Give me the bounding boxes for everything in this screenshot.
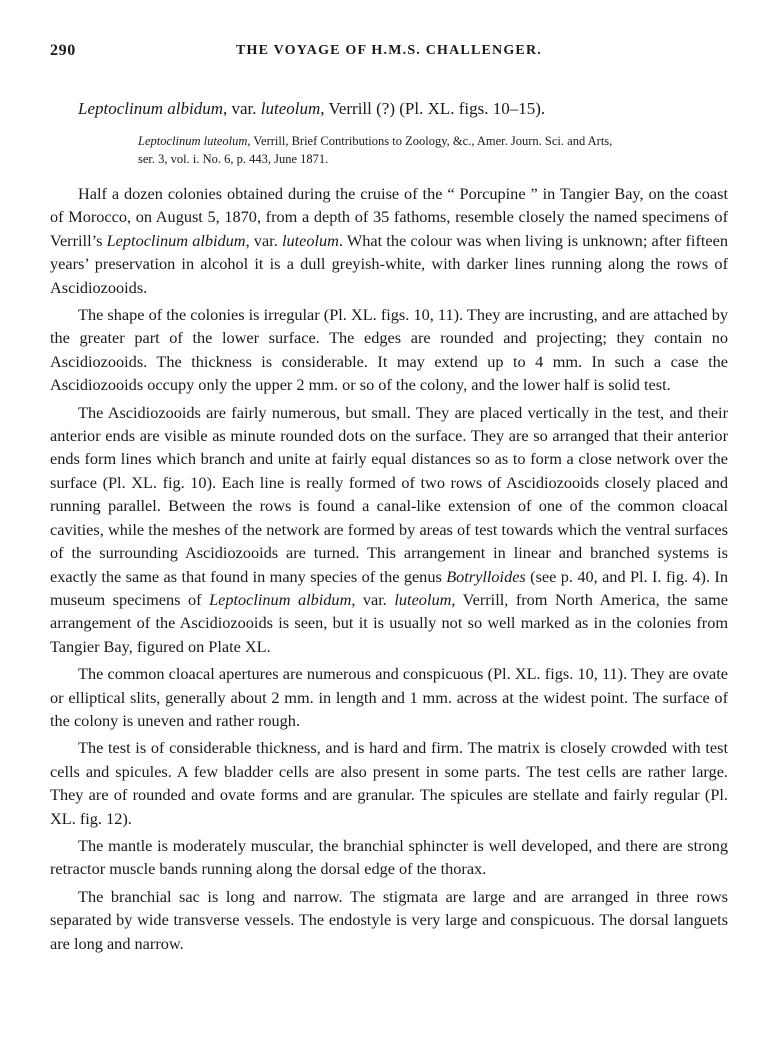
paragraph-colonies: [50, 182, 728, 299]
citation-text-1: , Verrill, Brief Contributions to Zoology, &c., Amer. Journ. Sci. and Arts,: [247, 134, 613, 148]
paragraph-branchial-sac: The branchial sac is long and narrow. The stigmata are large and are arranged in three rows separated by wide transverse vessels. The endostyle is very large and conspicuous. The dorsal languets are long and narrow.: [50, 886, 728, 953]
page: [50, 42, 728, 959]
page-header: [50, 42, 728, 66]
italic-run: Botrylloides: [446, 566, 526, 586]
body-text: [50, 182, 728, 955]
italic-run: luteolum: [281, 230, 339, 250]
page-number: 290: [50, 42, 76, 59]
paragraph-mantle: The mantle is moderately muscular, the branchial sphincter is well developed, and there are strong retractor muscle bands running along the dorsal edge of the thorax.: [50, 835, 728, 879]
running-head: THE VOYAGE OF H.M.S. CHALLENGER.: [236, 43, 542, 58]
heading-rest: , Verrill (?) (Pl. XL. figs. 10–15).: [320, 99, 546, 118]
text-run: . What the colour was when living is unknown; after fifteen years’ preservation in alcohol it is a dull greyish-white, with darker lines running along the rows of Ascidiozooids.: [50, 230, 728, 297]
synonym-citation: [138, 132, 728, 168]
paragraph-test: The test is of considerable thickness, and is hard and firm. The matrix is closely crowded with test cells and spicules. A few bladder cells are also present in some parts. The test cells are rather large. They are of rounded and ovate forms and are granular. The spicules are stellate and fairly regular (Pl. XL. fig. 12).: [50, 738, 728, 828]
paragraph-ascidiozooids: [50, 401, 728, 658]
paragraph-shape: The shape of the colonies is irregular (Pl. XL. figs. 10, 11). They are incrusting, and are attached by the greater part of the lower surface. The edges are rounded and projecting; they contain no Ascidiozooids. The thickness is considerable. It may extend up to 4 mm. In such a case the Ascidiozooids occupy only the upper 2 mm. or so of the colony, and the lower half is solid test.: [50, 305, 728, 395]
italic-run: Leptoclinum albidum: [106, 230, 246, 250]
species-heading: [78, 98, 728, 120]
text-run: Half a dozen colonies obtained during the cruise of the “ Porcupine ” in Tangier Bay, on the coast of Morocco, on August 5, 1870, from a depth of 35 fathoms, resemble closely the named specimens of Verrill’s: [50, 184, 728, 250]
text-run: The Ascidiozooids are fairly numerous, but small. They are placed vertically in the test, and their anterior ends are visible as minute rounded dots on the surface. They are so arranged that their anterior ends form lines which branch and unite at fairly equal distances so as to form a close network over the surface (Pl. XL. fig. 10). Each line is really formed of two rows of Ascidiozooids closely placed and running parallel. Between the rows is found a canal-like extension of one of the common cloacal cavities, while the meshes of the network are formed by areas of test towards which the ventral surfaces of the surrounding Ascidiozooids are turned. This arrangement in linear and branched systems is exactly the same as that found in many species of the genus: [50, 402, 728, 586]
species-name: Leptoclinum albidum: [78, 99, 223, 118]
species-sep: , var.: [222, 99, 261, 118]
text-run: (see p. 40, and Pl. I. fig. 4). In museum specimens of: [50, 566, 728, 609]
citation-text-2: ser. 3, vol. i. No. 6, p. 443, June 1871.: [138, 152, 329, 166]
text-run: , var.: [351, 589, 395, 609]
text-run: , var.: [245, 230, 282, 250]
citation-name: Leptoclinum luteolum: [138, 134, 248, 148]
variety-name: luteolum: [260, 99, 321, 118]
italic-run: luteolum: [394, 589, 452, 609]
text-run: , Verrill, from North America, the same arrangement of the Ascidiozooids is seen, but it is usually not so well marked as in the colonies from Tangier Bay, figured on Plate XL.: [50, 589, 729, 656]
paragraph-cloacal-apertures: The common cloacal apertures are numerous and conspicuous (Pl. XL. figs. 10, 11). They are ovate or elliptical slits, generally about 2 mm. in length and 1 mm. across at the widest point. The surface of the colony is uneven and rather rough.: [50, 664, 728, 730]
italic-run: Leptoclinum albidum: [209, 589, 352, 609]
